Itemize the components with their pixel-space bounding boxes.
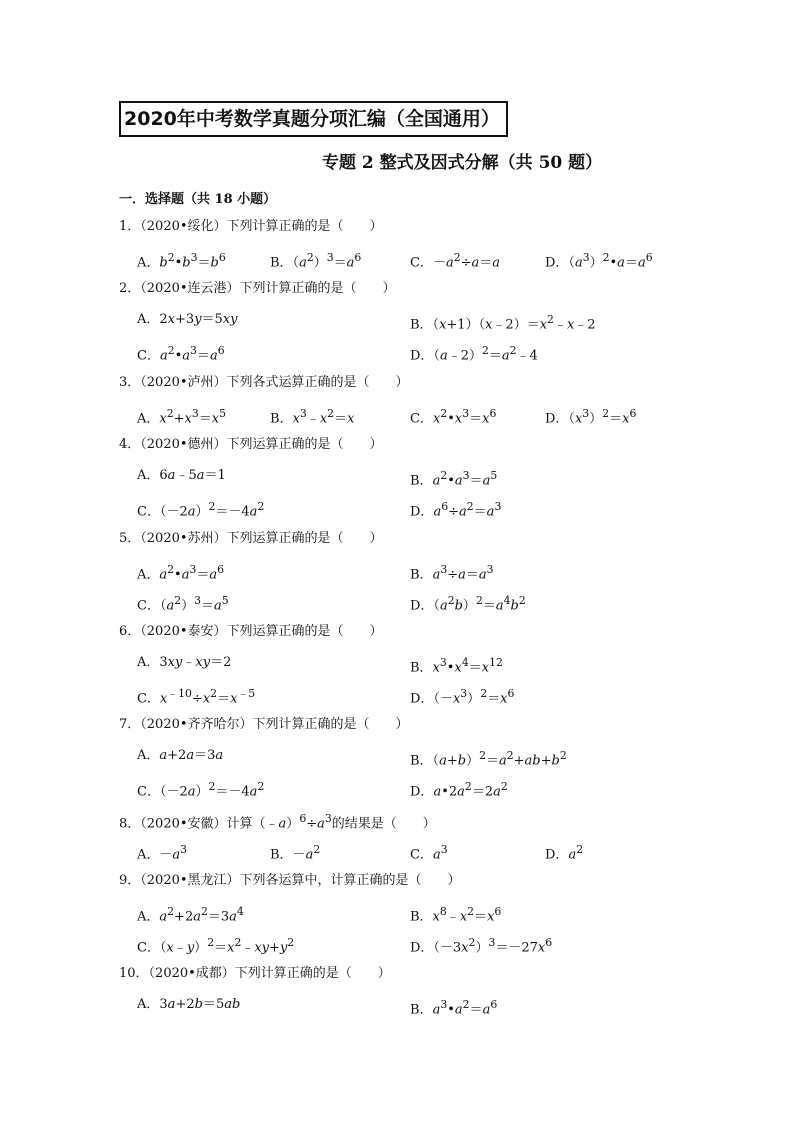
answer-option: B．$(a^2)^3=a^6$ xyxy=(270,251,362,271)
answer-option: A．6a﹣5a＝1 xyxy=(137,468,226,483)
question-stem: 8．（2020•安徽）计算$(﹣a)^6\div a^3$的结果是（ ） xyxy=(119,812,436,832)
answer-option: C．$-a^2\div a=a$ xyxy=(410,251,501,271)
question-stem: 9．（2020•黑龙江）下列各运算中，计算正确的是（ ） xyxy=(119,873,461,888)
answer-option: C．$(a^2)^3=a^5$ xyxy=(137,594,229,614)
answer-option: D．$(-3x^2)^3=-27x^6$ xyxy=(410,936,553,956)
answer-option: A．3xy﹣xy＝2 xyxy=(137,655,232,670)
question-stem: 4．（2020•德州）下列运算正确的是（ ） xyxy=(119,437,383,452)
answer-option: C．$(x﹣y)^2=x^2﹣xy+y^2$ xyxy=(137,936,295,956)
answer-option: B．$x^3•x^4=x^{12}$ xyxy=(410,656,503,676)
answer-option: A．$x^2+x^3=x^5$ xyxy=(137,407,227,427)
answer-option: D．$a^2$ xyxy=(545,843,584,863)
answer-option: C．$a^2•a^3=a^6$ xyxy=(137,344,225,364)
answer-option: B．$(x+1)(x﹣2)=x^2﹣x﹣2$ xyxy=(410,313,596,333)
answer-option: D．$(a^3)^2•a=a^6$ xyxy=(545,251,653,271)
document-subtitle: 专题 2 整式及因式分解（共 50 题） xyxy=(322,153,603,173)
answer-option: D．$a•2a^2=2a^2$ xyxy=(410,780,508,800)
answer-option: B．$a^3•a^2=a^6$ xyxy=(410,998,498,1018)
answer-option: D．$(-x^3)^2=x^6$ xyxy=(410,687,515,707)
question-stem: 10．（2020•成都）下列计算正确的是（ ） xyxy=(119,966,391,981)
answer-option: B．$x^8﹣x^2=x^6$ xyxy=(410,905,502,925)
question-stem: 3．（2020•泸州）下列各式运算正确的是（ ） xyxy=(119,375,409,390)
answer-option: A．$a^2•a^3=a^6$ xyxy=(137,563,225,583)
question-stem: 5．（2020•苏州）下列运算正确的是（ ） xyxy=(119,531,383,546)
answer-option: B．$-a^2$ xyxy=(270,843,321,863)
question-stem: 7．（2020•齐齐哈尔）下列计算正确的是（ ） xyxy=(119,717,409,732)
section-heading: 一．选择题（共 18 小题） xyxy=(119,192,277,207)
answer-option: A．$b^2•b^3=b^6$ xyxy=(137,251,226,271)
answer-option: C．$a^3$ xyxy=(410,843,448,863)
answer-option: B．$(a+b)^2=a^2+ab+b^2$ xyxy=(410,749,567,769)
answer-option: A．$-a^3$ xyxy=(137,843,188,863)
answer-option: A．3a+2b＝5ab xyxy=(137,997,241,1012)
answer-option: D．$(a﹣2)^2=a^2﹣4$ xyxy=(410,344,538,364)
answer-option: B．$a^2•a^3=a^5$ xyxy=(410,469,498,489)
question-stem: 6．（2020•泰安）下列运算正确的是（ ） xyxy=(119,624,383,639)
answer-option: D．$a^6\div a^2=a^3$ xyxy=(410,500,502,520)
answer-option: D．$(a^2b)^2=a^4b^2$ xyxy=(410,594,526,614)
answer-option: C．$(-2a)^2=-4a^2$ xyxy=(137,500,265,520)
answer-option: B．$x^3﹣x^2=x$ xyxy=(270,407,355,427)
answer-option: A．2x+3y＝5xy xyxy=(137,312,238,327)
answer-option: B．$a^3\div a=a^3$ xyxy=(410,563,494,583)
answer-option: A．a+2a＝3a xyxy=(137,748,224,763)
answer-option: A．$a^2+2a^2=3a^4$ xyxy=(137,905,244,925)
answer-option: C．$x^2•x^3=x^6$ xyxy=(410,407,497,427)
answer-option: C．$(-2a)^2=-4a^2$ xyxy=(137,780,265,800)
question-stem: 1．（2020•绥化）下列计算正确的是（ ） xyxy=(119,219,383,234)
answer-option: D．$(x^3)^2=x^6$ xyxy=(545,407,637,427)
question-stem: 2．（2020•连云港）下列计算正确的是（ ） xyxy=(119,281,396,296)
document-title: 2020年中考数学真题分项汇编（全国通用） xyxy=(119,101,508,137)
answer-option: C．$x^{﹣10}\div x^2=x^{﹣5}$ xyxy=(137,687,256,707)
